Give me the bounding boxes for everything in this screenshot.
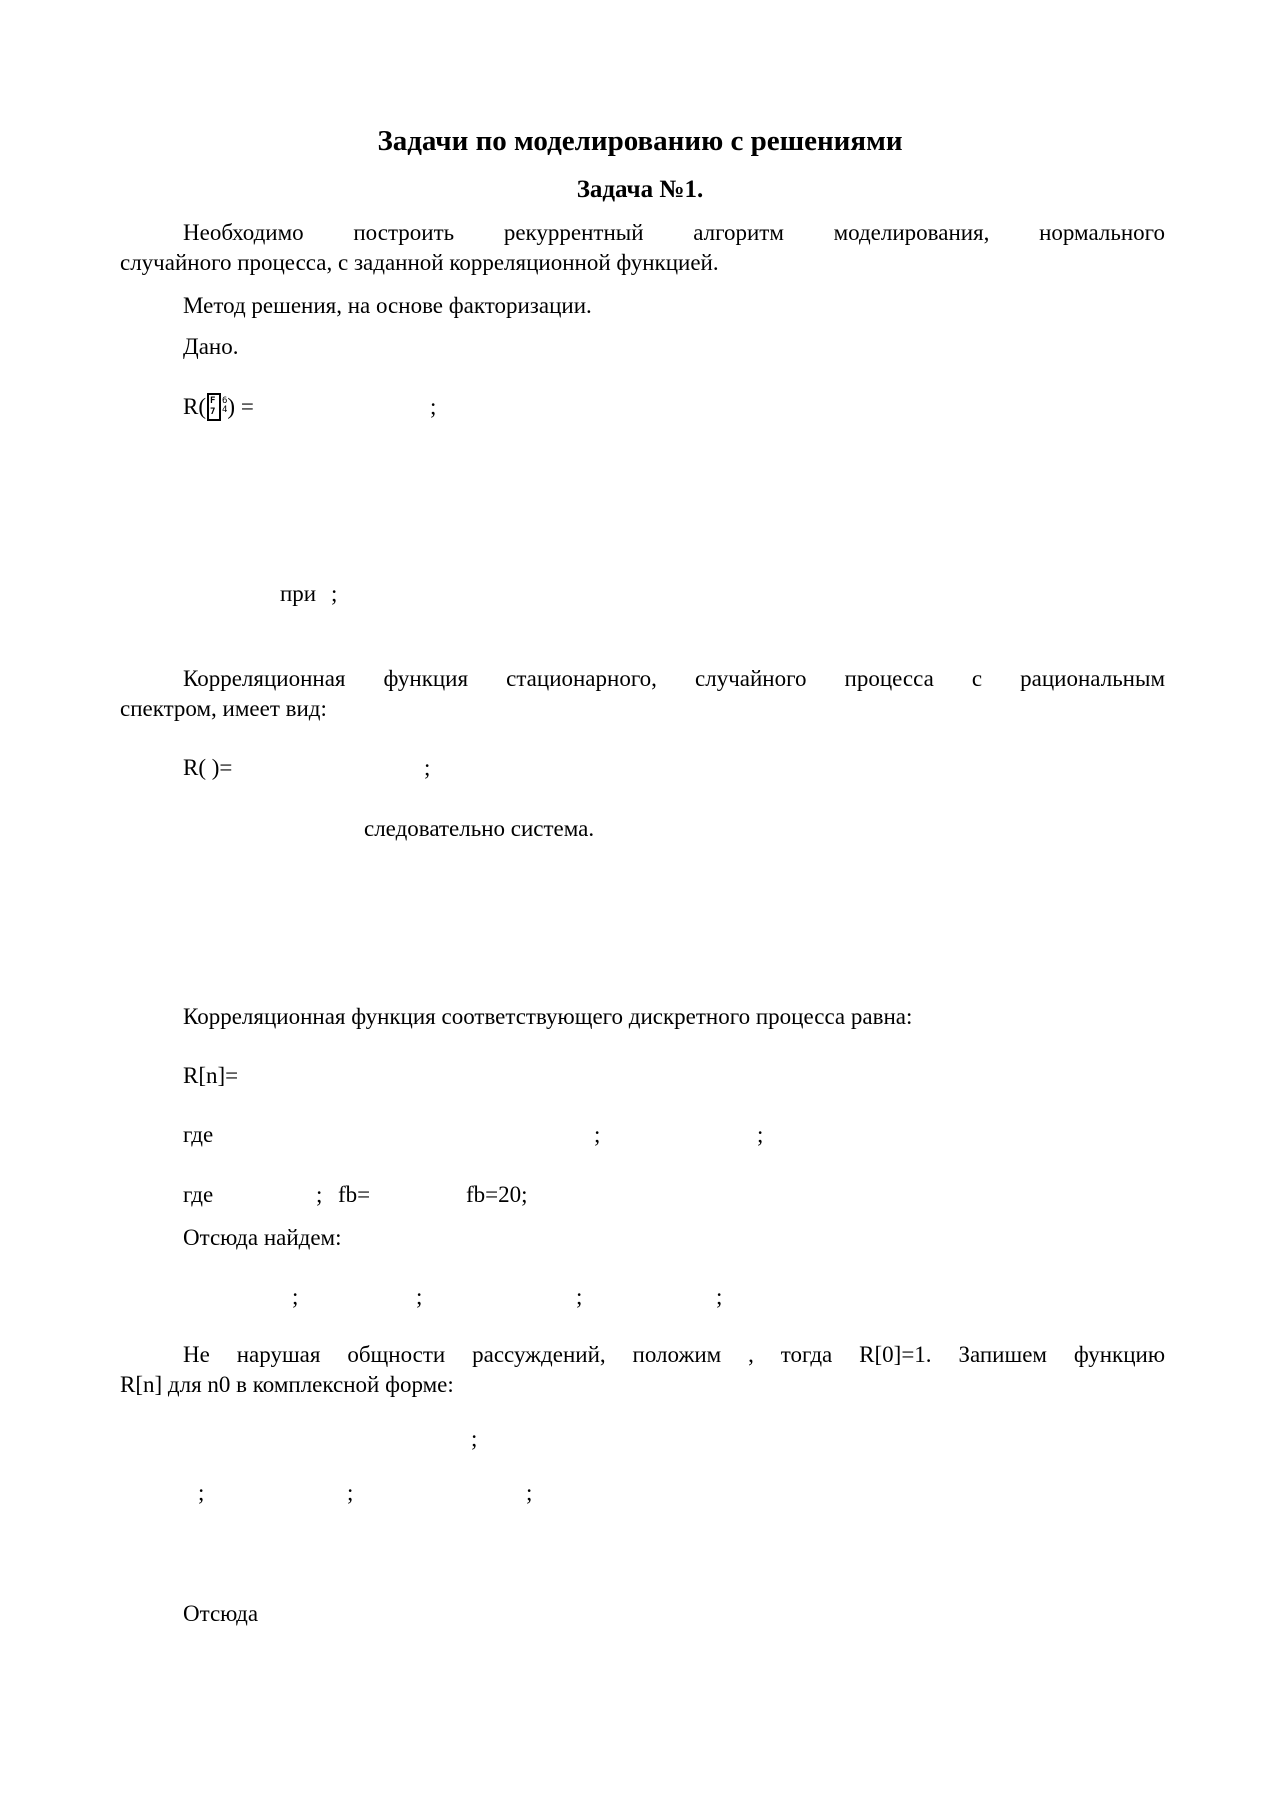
- paragraph-complex-line1: Не нарушая общности рассуждений, положим , тогда R[0]=1. Запишем функцию: [183, 1342, 1165, 1367]
- semicolon-9: ;: [576, 1284, 583, 1309]
- paragraph-rational-line2: спектром, имеет вид:: [120, 696, 327, 721]
- semicolon-11: ;: [471, 1426, 478, 1451]
- missing-glyph-icon: F 7: [207, 393, 221, 421]
- correlation-function-given: [183, 393, 254, 421]
- condition-pri: при: [280, 581, 317, 606]
- document-title: Задачи по моделированию с решениями: [377, 125, 903, 157]
- where-text-1: где: [183, 1122, 214, 1147]
- semicolon-5: ;: [757, 1122, 764, 1147]
- semicolon-8: ;: [416, 1284, 423, 1309]
- semicolon-7: ;: [292, 1284, 299, 1309]
- paragraph-intro-line1: Необходимо построить рекуррентный алгоритм моделирования, нормального: [183, 220, 1165, 245]
- method-text: Метод решения, на основе факторизации.: [183, 293, 592, 318]
- rn-equation: R[n]=: [183, 1063, 239, 1088]
- r-prefix: R(: [183, 394, 206, 419]
- semicolon-1: ;: [430, 394, 437, 419]
- semicolon-13: ;: [347, 1480, 354, 1505]
- where-text-2: где: [183, 1182, 214, 1207]
- paragraph-discrete: Корреляционная функция соответствующего дискретного процесса равна:: [183, 1004, 913, 1029]
- r-suffix: ) =: [227, 394, 254, 419]
- correlation-equation: R( )=: [183, 755, 233, 780]
- semicolon-4: ;: [594, 1122, 601, 1147]
- hence-find-text: Отсюда найдем:: [183, 1225, 342, 1250]
- semicolon-10: ;: [716, 1284, 723, 1309]
- problem-heading: Задача №1.: [576, 176, 704, 203]
- semicolon-3: ;: [424, 755, 431, 780]
- semicolon-2: ;: [331, 581, 338, 606]
- paragraph-rational-line1: Корреляционная функция стационарного, случайного процесса с рациональным: [183, 666, 1165, 691]
- fb-value: fb=20;: [466, 1182, 528, 1207]
- consequently-text: следовательно система.: [364, 816, 595, 841]
- fb-equation: fb=: [338, 1182, 371, 1207]
- semicolon-6: ;: [316, 1182, 323, 1207]
- hence-text: Отсюда: [183, 1601, 259, 1626]
- semicolon-12: ;: [198, 1480, 205, 1505]
- given-text: Дано.: [183, 334, 239, 359]
- paragraph-intro-line2: случайного процесса, с заданной корреляционной функцией.: [120, 250, 719, 275]
- missing-glyph-tail: 6 4: [222, 396, 228, 415]
- paragraph-complex-line2: R[n] для n0 в комплексной форме:: [120, 1372, 454, 1397]
- semicolon-14: ;: [526, 1480, 533, 1505]
